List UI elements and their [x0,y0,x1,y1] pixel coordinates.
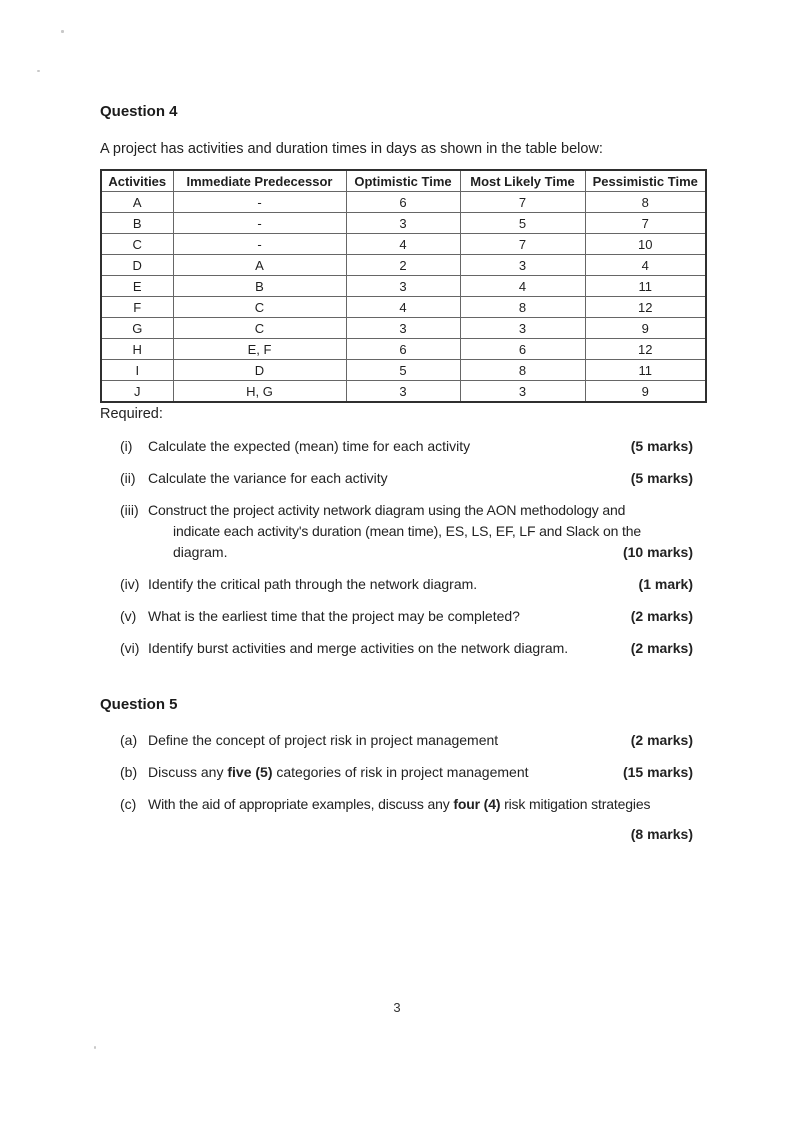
item-text-line3: diagram. [173,544,228,560]
table-row [101,234,706,255]
table-cell: - [173,213,346,234]
column-header: Optimistic Time [346,170,460,192]
activity-table-header-row [101,170,706,192]
item-label: (i) [120,438,133,454]
table-row [101,360,706,381]
table-cell: 2 [346,255,460,276]
question4-title: Question 4 [100,103,178,120]
table-cell: 3 [346,213,460,234]
required-item-vi [120,638,693,659]
table-cell: E [101,276,173,297]
item-label: (v) [120,608,137,624]
item-text-line1: Construct the project activity network diagram using the AON methodology and [148,502,626,518]
table-cell: 8 [460,360,585,381]
item-marks: (15 marks) [622,764,693,780]
item-text: Define the concept of project risk in project management [148,732,499,748]
table-cell: D [101,255,173,276]
table-cell: 12 [585,339,706,360]
table-cell: B [173,276,346,297]
table-cell: C [173,297,346,318]
table-cell: 12 [585,297,706,318]
table-cell: A [101,192,173,213]
item-text: Calculate the variance for each activity [148,470,388,486]
table-cell: G [101,318,173,339]
table-cell: 7 [460,192,585,213]
item-marks: (2 marks) [630,640,693,656]
page-number: 3 [393,1000,401,1015]
item-label: (b) [120,764,138,780]
question5-title: Question 5 [100,696,178,713]
table-cell: 3 [346,381,460,403]
question4-required-list [120,436,693,659]
item-marks: (10 marks) [622,544,693,560]
table-cell: C [101,234,173,255]
required-item-iii [120,500,693,563]
table-cell: 4 [346,297,460,318]
required-item-ii [120,468,693,489]
table-cell: H [101,339,173,360]
table-cell: 3 [460,318,585,339]
table-row [101,255,706,276]
table-cell: 9 [585,318,706,339]
item-text: Identify burst activities and merge activities on the network diagram. [148,640,569,656]
item-label: (ii) [120,470,136,486]
item-marks: (5 marks) [630,438,693,454]
item-marks: (2 marks) [630,608,693,624]
table-cell: 11 [585,276,706,297]
table-cell: 4 [460,276,585,297]
table-row [101,339,706,360]
item-label: (iii) [120,502,139,518]
table-cell: 8 [585,192,706,213]
table-cell: - [173,234,346,255]
item-text [148,500,693,563]
item-marks: (2 marks) [630,732,693,748]
table-cell: 6 [346,339,460,360]
item-marks: (8 marks) [630,826,693,842]
item-label: (vi) [120,640,140,656]
table-cell: C [173,318,346,339]
table-cell: 9 [585,381,706,403]
scan-artifact [94,1046,96,1049]
table-cell: 5 [460,213,585,234]
table-row [101,276,706,297]
table-cell: 10 [585,234,706,255]
item-text: Identify the critical path through the network diagram. [148,576,478,592]
table-row [101,318,706,339]
column-header: Most Likely Time [460,170,585,192]
table-cell: 7 [585,213,706,234]
table-cell: 3 [346,276,460,297]
question5-list [120,730,693,845]
item-label: (c) [120,796,137,812]
item-text-line2: indicate each activity's duration (mean time), ES, LS, EF, LF and Slack on the [173,523,641,539]
required-item-iv [120,574,693,595]
activity-table-body [101,192,706,403]
table-cell: D [173,360,346,381]
table-cell: H, G [173,381,346,403]
table-cell: A [173,255,346,276]
required-item-i [120,436,693,457]
item-text: With the aid of appropriate examples, discuss any four (4) risk mitigation strategies [148,796,651,812]
item-text: Discuss any five (5) categories of risk in project management [148,764,529,780]
table-cell: 8 [460,297,585,318]
item-text: What is the earliest time that the project may be completed? [148,608,520,624]
table-cell: I [101,360,173,381]
table-cell: 7 [460,234,585,255]
scan-artifact [37,70,40,72]
activity-table [100,169,707,403]
table-cell: 3 [460,255,585,276]
table-cell: 11 [585,360,706,381]
page-content [100,102,698,845]
column-header: Immediate Predecessor [173,170,346,192]
question5-item-a [120,730,693,751]
scan-artifact [61,30,64,33]
table-cell: 6 [346,192,460,213]
table-cell: 4 [346,234,460,255]
table-cell: F [101,297,173,318]
table-row [101,381,706,403]
table-cell: E, F [173,339,346,360]
table-row [101,297,706,318]
column-header: Activities [101,170,173,192]
required-item-v [120,606,693,627]
table-row [101,192,706,213]
table-cell: 5 [346,360,460,381]
item-label: (iv) [120,576,140,592]
item-marks: (5 marks) [630,470,693,486]
activity-table-header [101,170,706,192]
question5-item-c [120,794,693,815]
table-cell: B [101,213,173,234]
item-text-line3-row [148,542,693,563]
table-cell: J [101,381,173,403]
item-text: Calculate the expected (mean) time for each activity [148,438,471,454]
question4-intro: A project has activities and duration times in days as shown in the table below: [100,141,603,157]
table-row [101,213,706,234]
question5-item-b [120,762,693,783]
column-header: Pessimistic Time [585,170,706,192]
table-cell: - [173,192,346,213]
table-cell: 3 [346,318,460,339]
table-cell: 4 [585,255,706,276]
table-cell: 6 [460,339,585,360]
required-label: Required: [100,406,163,422]
table-cell: 3 [460,381,585,403]
item-label: (a) [120,732,138,748]
item-marks: (1 mark) [638,576,693,592]
